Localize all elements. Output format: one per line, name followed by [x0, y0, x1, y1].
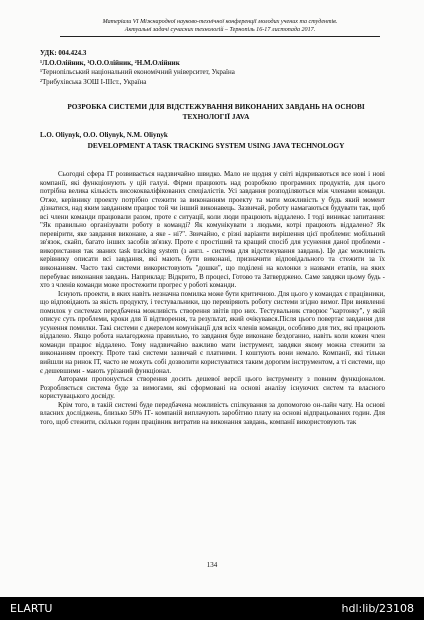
header-line-1: Матеріали VI Міжнародної науково-технічної конференції молодих учених та студентів.: [102, 19, 338, 25]
affiliation-2: ²Трибухівська ЗОШ І-ІІІст., Україна: [40, 77, 147, 86]
paragraph: Існують проекти, в яких навіть незначна помилка може бути критичною. Для цього у командах є працівники, що відповідають за якість продукту, і тестувальники, що перевіряють роботу системи згідно вимог. При виявленні помилок у системах передбачена можливість створення звітів про них. Тестувальник створює "картонку", у якій описує суть проблеми, кроки для її відтворення, та результат, який очікувався.Після цього повертає завдання для усунення помилки. Такі системи є джерелом комунікації для всіх членів команди, особливо для тих, які працюють віддалено. Якщо робота налагоджена правильно, то завдання буде виконане бездоганно, навіть коли кожен член команди працює віддалено. Тому надзвичайно важливо мати інструмент, завдяки якому можна стежити за виконанням проекту. Проте такі системи зазвичай є платними. І коштують вони немало. Компанії, які тільки вийшли на ринок ІТ, часто не можуть собі дозволити користуватися таким дорогим інструментом, а ті системи, що є дешевшими - мають урізаний функціонал.: [40, 289, 385, 375]
article-body: [40, 170, 385, 426]
running-header: [60, 18, 380, 37]
paragraph: Авторами пропонується створення досить дешевої версії цього інструменту з повним функціоналом. Розробляється система буде за вимогами, які сформовані на основі аналізу існуючих систем та власного користувацького досвіду.: [40, 375, 385, 401]
footer-bar: [0, 597, 424, 620]
paragraph: Сьогодні сфера ІТ розвивається надзвичайно швидко. Мало не щодня у світі відкриваються все нові і нові компанії, які функціонують у цій галузі. Фірми працюють над розробкою програмних продуктів, для цього потрібна велика кількість висококваліфікованих спеціалістів. Усі завдання розподіляються між членами команди. Отже, керівнику проекту потрібно стежити за виконанням проекту та мати можливість у будь який момент дізнатися, над яким завданням працює той чи інший виконавець. Зазвичай, роботу намагаються будувати так, щоб всі члени команди працювали разом, проте є ситуації, коли люди працюють віддалено. І тоді виникає запитання: "Як правильно організувати роботу в команді? Як комунікувати з людьми, котрі працюють віддалено? Як перевірити, яке завдання виконане, а яке - ні?". Звичайно, є різні варіанти вирішення цієї проблеми: мобільний зв'язок, скайп, багато інших засобів зв'язку. Проте є простіший та кращий спосіб для усунення даної проблеми - використання так званих task tracking system (з англ. - система для відстежування завдань). Це дає можливість керівнику описати всі завдання, які мають бути виконані, призначити відповідального та стежити за їх виконанням. Часто такі системи використовують "дошки", що поділені на колонки з назвами етапів, на яких перебуває виконання завдань. Наприклад: Відкрито, В процесі, Готово та Затверджено. Саме завдяки цьому будь - хто з членів команди може простежити прогрес у роботі команди.: [40, 170, 385, 290]
article-meta: [40, 49, 380, 87]
udc-code: УДК: 004.424.3: [40, 49, 87, 57]
repository-label: ELARTU: [10, 602, 53, 615]
title-english: DEVELOPMENT A TASK TRACKING SYSTEM USING JAVA TECHNOLOGY: [87, 141, 345, 150]
authors-english: L.O. Oliynyk, O.O. Oliynyk, N.M. Oliynyk: [40, 131, 168, 139]
header-line-2: Актуальні задачі сучасних технологій – Тернопіль 16-17 листопада 2017.: [124, 27, 316, 33]
page-number: 134: [206, 561, 218, 569]
paragraph: Крім того, в такій системі буде передбачена можливість спілкування за допомогою он-лайн чату. На основі власних досліджень, близько 50% ІТ- компаній виплачують заробітню плату на основі відпрацьованих годин. Для того, щоб стежити, скільки годин працівник витратив на виконання завдань, компанії використовують так: [40, 400, 385, 426]
handle-label: hdl:lib/23108: [341, 602, 414, 615]
affiliation-1: ¹Тернопільський національний економічний університет, Україна: [40, 68, 235, 76]
authors-ua: ¹Л.О.Олійник, ¹О.О.Олійник, ²Н.М.Олійник: [40, 58, 180, 67]
title-ukrainian: РОЗРОБКА СИСТЕМИ ДЛЯ ВІДСТЕЖУВАННЯ ВИКОНАНИХ ЗАВДАНЬ НА ОСНОВІ ТЕХНОЛОГІЇ JAVA: [67, 102, 365, 121]
